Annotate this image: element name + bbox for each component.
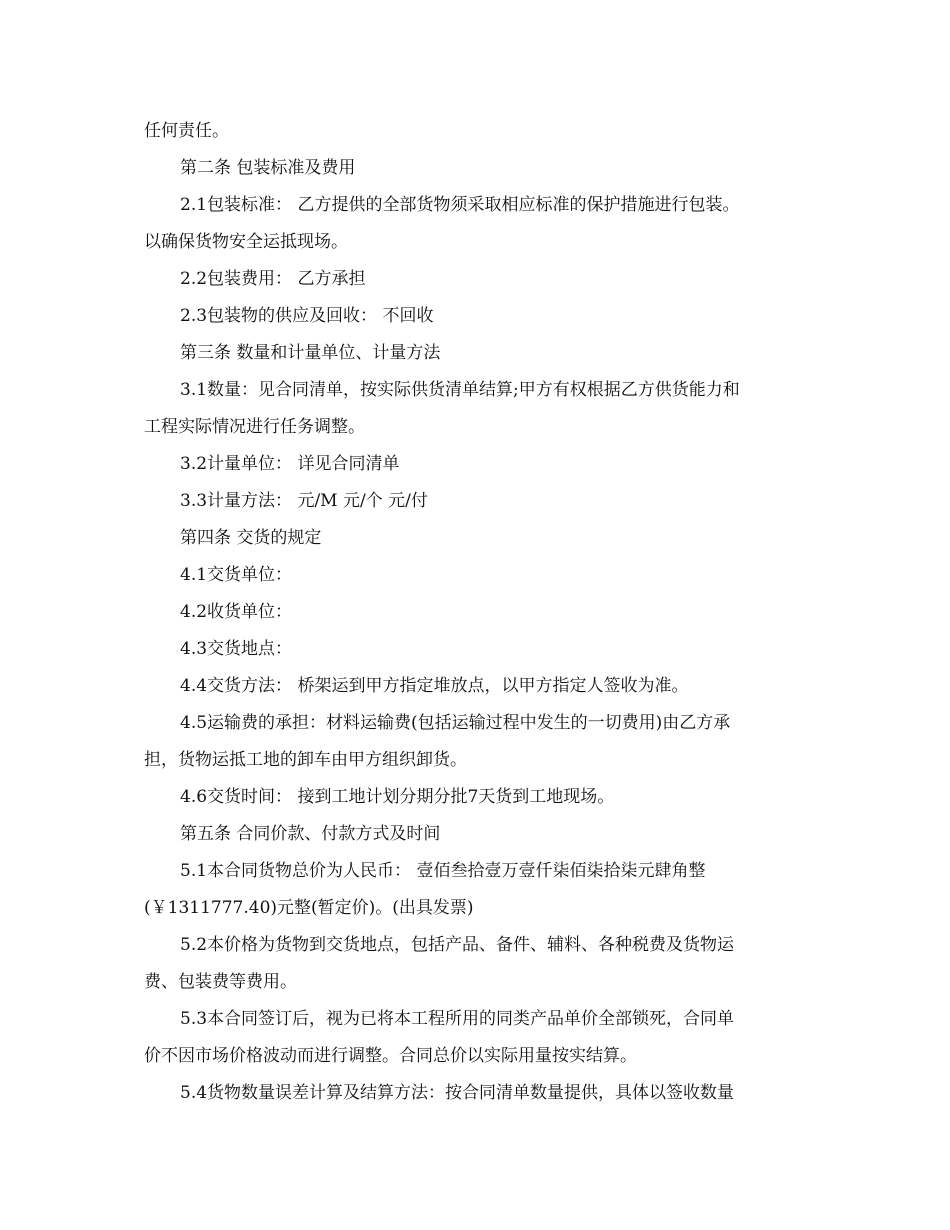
text-line: 费、包装费等费用。: [144, 972, 297, 992]
clause-line: 4.4交货方法： 桥架运到甲方指定堆放点，以甲方指定人签收为准。: [180, 676, 689, 696]
section-heading: 第四条 交货的规定: [180, 528, 322, 548]
clause-line: 2.2包装费用： 乙方承担: [180, 269, 366, 289]
text-line: 担，货物运抵工地的卸车由甲方组织卸货。: [144, 750, 467, 770]
clause-line: 5.2本价格为货物到交货地点，包括产品、备件、辅料、各种税费及货物运: [180, 935, 735, 955]
clause-line: 3.1数量：见合同清单，按实际供货清单结算;甲方有权根据乙方供货能力和: [180, 380, 740, 400]
clause-line: 3.2计量单位： 详见合同清单: [180, 454, 400, 474]
clause-line: 2.1包装标准： 乙方提供的全部货物须采取相应标准的保护措施进行包装。: [180, 195, 740, 215]
clause-line: 4.6交货时间： 接到工地计划分期分批7天货到工地现场。: [180, 787, 615, 807]
text-line: 工程实际情况进行任务调整。: [144, 417, 365, 437]
clause-line: 3.3计量方法： 元/M 元/个 元/付: [180, 491, 428, 511]
clause-line: 5.1本合同货物总价为人民币： 壹佰叁拾壹万壹仟柒佰柒拾柒元肆角整: [180, 861, 706, 881]
clause-line: 2.3包装物的供应及回收： 不回收: [180, 306, 434, 326]
clause-line: 4.1交货单位：: [180, 565, 293, 585]
text-line: 价不因市场价格波动而进行调整。合同总价以实际用量按实结算。: [144, 1046, 637, 1066]
text-line: 以确保货物安全运抵现场。: [144, 232, 348, 252]
text-line: 任何责任。: [144, 121, 229, 141]
clause-line: 4.3交货地点：: [180, 639, 293, 659]
section-heading: 第三条 数量和计量单位、计量方法: [180, 343, 441, 363]
clause-line: 5.4货物数量误差计算及结算方法：按合同清单数量提供，具体以签收数量: [180, 1083, 735, 1103]
section-heading: 第二条 包装标准及费用: [180, 158, 356, 178]
clause-line: 4.5运输费的承担：材料运输费(包括运输过程中发生的一切费用)由乙方承: [180, 713, 731, 733]
section-heading: 第五条 合同价款、付款方式及时间: [180, 824, 441, 844]
clause-line: 5.3本合同签订后，视为已将本工程所用的同类产品单价全部锁死，合同单: [180, 1009, 735, 1029]
document-body: [144, 113, 804, 1112]
clause-line: 4.2收货单位：: [180, 602, 293, 622]
text-line: (￥1311777.40)元整(暂定价)。(出具发票): [144, 898, 474, 918]
